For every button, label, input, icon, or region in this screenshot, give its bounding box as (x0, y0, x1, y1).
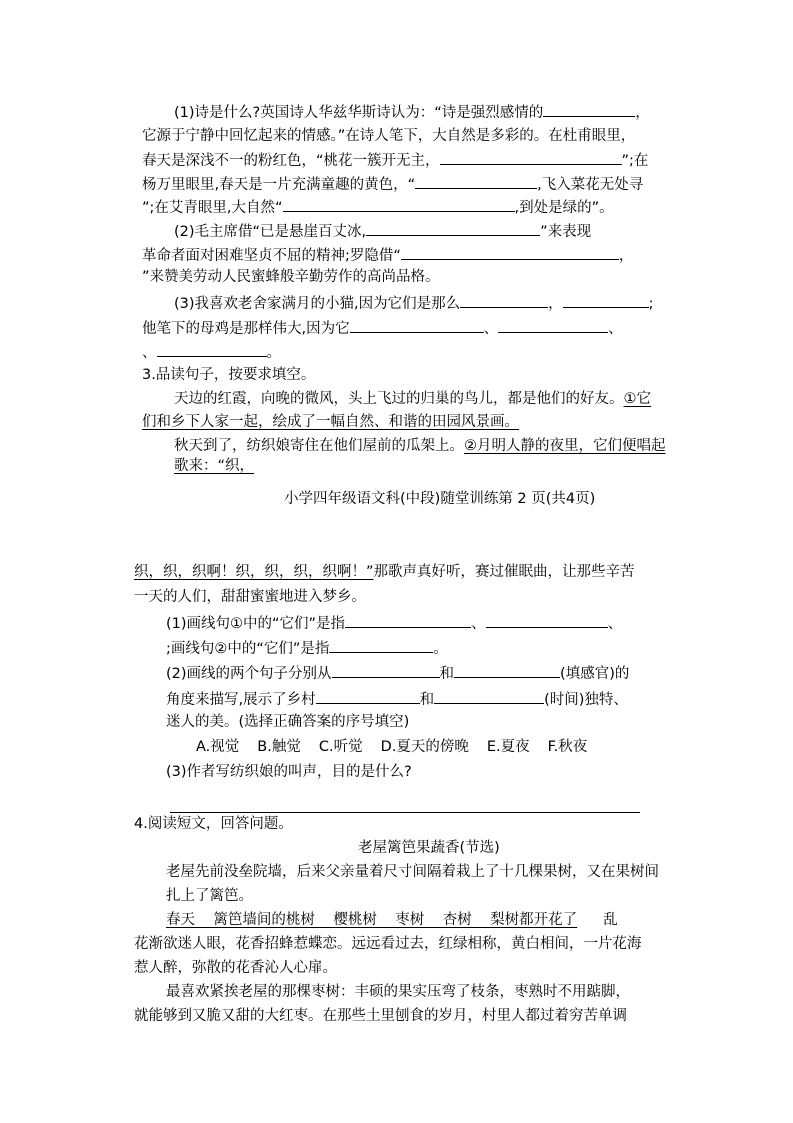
option-e[interactable]: E.夏夜 (486, 739, 530, 755)
q1-line-2: 它源于宁静中回忆起来的情感。”在诗人笔下，大自然是多彩的。在杜甫眼里， (142, 128, 636, 144)
passage-line-5: 惹人醉，弥散的花香沁人心扉。 (134, 960, 337, 976)
q1-line-4: 杨万里眼里,春天是一片充满童趣的黄色，“ ,飞入菜花无处寻 (142, 173, 643, 195)
passage-line-7: 就能够到又脆又甜的大红枣。在那些土里刨食的岁月，村里人都过着穷苦单调 (134, 1008, 627, 1024)
q3-line-2: 他笔下的母鸡是那样伟大,因为它 、 、 (142, 317, 623, 339)
blank-fill[interactable] (401, 244, 619, 260)
section-3-title: 3.品读句子，按要求填空。 (142, 367, 316, 383)
passage-title: 老屋篱笆果蔬香(节选) (358, 840, 500, 856)
blank-fill[interactable] (498, 317, 608, 333)
passage-line-1: 老屋先前没垒院墙，后来父亲量着尺寸间隔着栽上了十几棵果树，又在果树间 (166, 864, 659, 880)
blank-fill[interactable] (486, 612, 608, 628)
passage-line-2: 扎上了篱笆。 (166, 888, 253, 904)
blank-fill[interactable] (415, 173, 537, 189)
underlined-sentence-2: ②月明人静的夜里，它们便唱起 (464, 438, 666, 454)
cont-line-2: 一天的人们，甜甜蜜蜜地进入梦乡。 (134, 589, 366, 605)
passage-2-line-1: 秋天到了，纺织娘寄住在他们屋前的瓜架上。②月明人静的夜里，它们便唱起 (174, 438, 666, 454)
q2-line-1: (2)毛主席借“已是悬崖百丈冰, ”来表现 (174, 220, 591, 242)
blank-fill[interactable] (283, 196, 515, 212)
s2-line-3: 迷人的美。(选择正确答案的序号填空) (166, 714, 410, 730)
s3-question: (3)作者写纺织娘的叫声，目的是什么? (166, 764, 412, 780)
passage-1-line-1: 天边的红霞，向晚的微风，头上飞过的归巢的鸟儿，都是他们的好友。①它 (174, 391, 651, 407)
blank-fill[interactable] (454, 662, 560, 678)
option-a[interactable]: A.视觉 (196, 739, 240, 755)
option-c[interactable]: C.听觉 (318, 739, 363, 755)
blank-fill[interactable] (332, 662, 440, 678)
underlined-sentence-1: ①它 (623, 391, 651, 407)
option-f[interactable]: F.秋夜 (547, 739, 588, 755)
passage-line-4: 花渐欲迷人眼，花香招蜂惹蝶恋。远远看过去，红绿相称，黄白相间，一片花海 (134, 936, 642, 952)
s1-line-1: (1)画线句①中的“它们”是指 、 、 (166, 612, 622, 634)
q1-line-1: (1)诗是什么?英国诗人华兹华斯诗认为：“诗是强烈感情的 ， (174, 101, 650, 123)
q3-line-1: (3)我喜欢老舍家满月的小猫,因为它们是那么 ， ; (174, 292, 654, 314)
blank-fill[interactable] (563, 292, 649, 308)
blank-fill[interactable] (440, 149, 622, 165)
s2-line-1: (2)画线的两个句子分别从 和 (填感官)的 (166, 662, 629, 684)
underlined-sentence-2-cont: 歌来：“织， (174, 458, 255, 474)
blank-fill[interactable] (350, 317, 484, 333)
blank-fill[interactable] (345, 612, 471, 628)
section-4-title: 4.阅读短文，回答问题。 (134, 816, 293, 832)
blank-fill[interactable] (434, 688, 544, 704)
blank-fill[interactable] (316, 688, 420, 704)
option-b[interactable]: B.触觉 (257, 739, 301, 755)
underlined-sentence-1-cont: 们和乡下人家一起，绘成了一幅自然、和谐的田园风景画。 (142, 414, 519, 430)
q3-line-3: 、 。 (142, 341, 281, 363)
s2-line-2: 角度来描写,展示了乡村 和 (时间)独特、 (166, 688, 628, 710)
q1-line-3: 春天是深浅不一的粉红色，“桃花一簇开无主， ”;在 (142, 149, 648, 171)
blank-fill[interactable] (157, 341, 267, 357)
q1-line-5: ”;在艾青眼里,大自然“ ,到处是绿的”。 (142, 196, 614, 218)
blank-fill[interactable] (366, 220, 540, 236)
passage-line-6: 最喜欢紧挨老屋的那棵枣树：丰硕的果实压弯了枝条，枣熟时不用踮脚， (166, 984, 630, 1000)
page-footer: 小学四年级语文科(中段)随堂训练第 2 页(共4页) (284, 491, 596, 507)
s1-line-2: ;画线句②中的“它们”是指 。 (166, 637, 448, 659)
underlined-sentence-2-end: 织，织，织啊！织，织，织，织啊！” (134, 564, 374, 580)
blank-fill[interactable] (329, 637, 433, 653)
blank-fill[interactable] (543, 101, 635, 117)
underlined-passage-sentence: 春天 篱笆墙间的桃树 樱桃树 枣树 杏树 梨树都开花了 (166, 912, 578, 928)
cont-line-1: 织，织，织啊！织，织，织，织啊！”那歌声真好听，赛过催眠曲，让那些辛苦 (134, 564, 635, 580)
option-d[interactable]: D.夏天的傍晚 (380, 739, 469, 755)
answer-line[interactable] (170, 812, 640, 813)
q2-line-3: ”来赞美劳动人民蜜蜂般辛勤劳作的高尚品格。 (142, 269, 440, 285)
options-row (196, 737, 605, 757)
passage-line-3: 春天 篱笆墙间的桃树 樱桃树 枣树 杏树 梨树都开花了 乱 (166, 912, 618, 928)
blank-fill[interactable] (460, 292, 548, 308)
q2-line-2: 革命者面对困难坚贞不屈的精神;罗隐借“ ， (142, 244, 633, 266)
